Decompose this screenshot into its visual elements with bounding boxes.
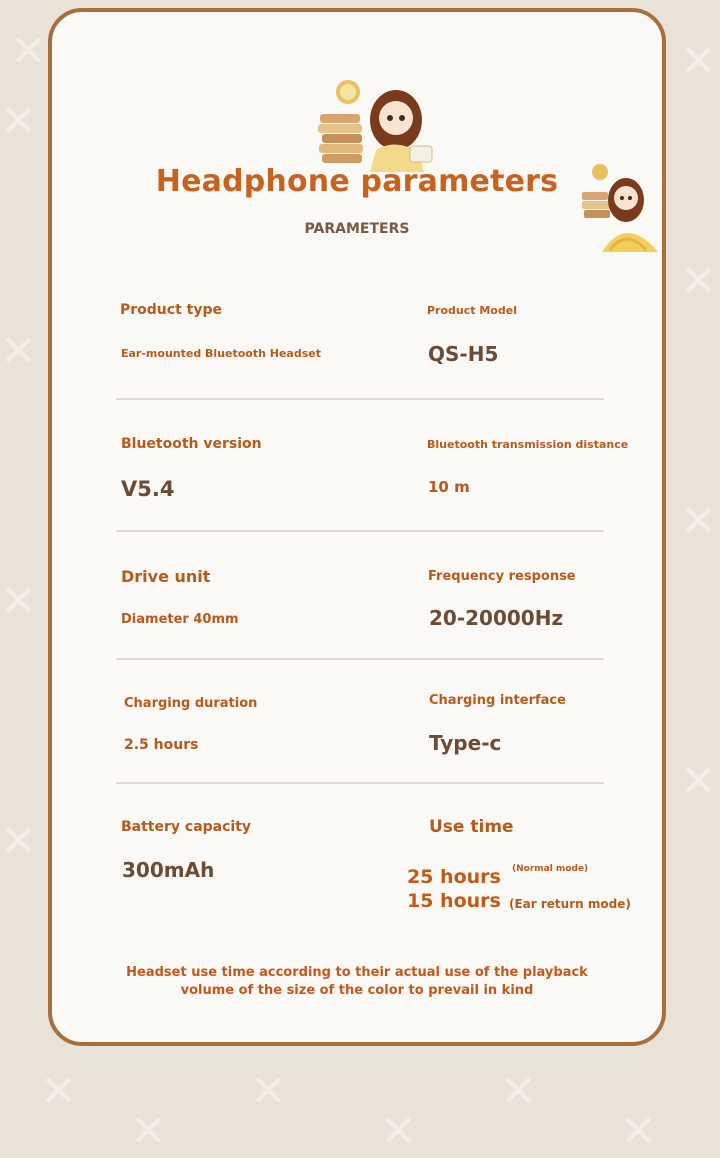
- usage-note-line1: Headset use time according to their actual use of the playback: [126, 965, 588, 980]
- bluetooth-version-value: V5.4: [121, 477, 175, 501]
- page-title: Headphone parameters: [155, 164, 559, 199]
- charging-interface-label: Charging interface: [429, 693, 566, 708]
- usage-note-line2: volume of the size of the color to prevail in kind: [180, 983, 534, 998]
- parameters-card: [48, 8, 666, 1046]
- frequency-response-label: Frequency response: [428, 569, 576, 584]
- bluetooth-distance-label: Bluetooth transmission distance: [427, 438, 629, 451]
- princess-illustration-top: [314, 68, 444, 178]
- bluetooth-distance-value: 10 m: [428, 478, 470, 496]
- divider: [116, 658, 604, 660]
- product-model-value: QS-H5: [428, 342, 499, 366]
- battery-capacity-value: 300mAh: [122, 858, 215, 882]
- page-subtitle: PARAMETERS: [304, 221, 410, 237]
- drive-unit-label: Drive unit: [121, 567, 211, 586]
- drive-unit-value: Diameter 40mm: [121, 612, 239, 627]
- background-pattern: ✕ ✕ ✕ ✕ ✕ ✕ ✕ ✕ ✕ ✕ ✕ ✕ ✕ ✕ ✕: [0, 26, 717, 1157]
- usage-note: [112, 964, 602, 1000]
- charging-duration-value: 2.5 hours: [124, 737, 199, 753]
- frequency-response-value: 20-20000Hz: [429, 606, 564, 630]
- charging-duration-label: Charging duration: [124, 696, 258, 711]
- divider: [116, 398, 604, 400]
- battery-capacity-label: Battery capacity: [121, 819, 252, 835]
- product-model-label: Product Model: [427, 304, 517, 317]
- divider: [116, 530, 604, 532]
- use-time-normal-value: 25 hours: [407, 866, 501, 888]
- bluetooth-version-label: Bluetooth version: [121, 436, 262, 452]
- princess-illustration-right: [580, 162, 666, 256]
- charging-interface-value: Type-c: [429, 731, 502, 755]
- use-time-ear-return-value: 15 hours: [407, 890, 501, 912]
- use-time-normal-mode: (Normal mode): [512, 864, 589, 874]
- product-type-value: Ear-mounted Bluetooth Headset: [121, 347, 321, 360]
- divider: [116, 782, 604, 784]
- use-time-ear-return-mode: (Ear return mode): [509, 897, 631, 911]
- use-time-label: Use time: [429, 817, 514, 837]
- product-type-label: Product type: [120, 302, 222, 318]
